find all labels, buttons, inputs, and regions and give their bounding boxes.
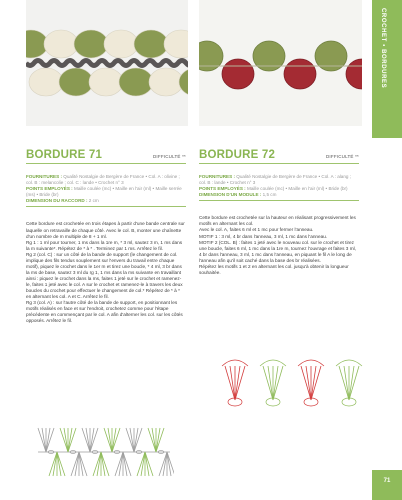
dimension-value: 1,5 cm <box>262 192 277 198</box>
bordure-71-header <box>26 147 186 164</box>
fournitures-value: Qualité Nostalgie de Bergère de France • Col. A : olivine ; col. B : melancolie ; col. C : lande • Crochet n° 3 <box>26 174 180 186</box>
fournitures-label: FOURNITURES : <box>199 174 235 179</box>
page-number: 71 <box>383 478 391 484</box>
photo-bordure-71 <box>26 0 188 126</box>
instruction-paragraph: Rg 2 (col. C) : sur un côté de la bande de support (le changement de col. implique des fils tendus souplement sur l'envers du travail entre chaque motif), piquez le crochet dans le 1er m et tirez une boucle, * 4 ml, 3 br dans la ms de base, sautez 3 ml du rg 1, 1 ms dans la ms suivante en travaillant ainsi : piquez le crochet dans la ms, faites 1 jeté sur le crochet et ramenez-le, faites 1 jeté avec le col. A sur le crochet et ramenez-le à travers les deux boucles du crochet pour effectuer le changement de col.* Répétez de * à * en alternant les col. A et C. Arrêtez le fil. <box>26 251 183 300</box>
crochet-diagram-71 <box>34 412 174 492</box>
dimension-line <box>26 198 186 204</box>
yarn-motifs <box>199 41 362 89</box>
specs-divider <box>199 200 359 201</box>
photo-bordure-72 <box>199 0 362 126</box>
bordure-72-title: BORDURE 72 <box>199 149 276 161</box>
dimension-line <box>199 192 359 198</box>
fournitures-line <box>199 174 359 186</box>
specs-divider <box>26 206 186 207</box>
yarn-band <box>26 61 188 66</box>
bordure-72-specs <box>199 174 359 201</box>
bordure-72-header <box>199 147 359 164</box>
instruction-paragraph: MOTIF 2 (COL. B) : faites 1 jeté avec le nouveau col. sur le crochet et tirez une boucle, faites 6 ml, 1 mc dans la 1re m, tournez l'ouvrage et faites 3 ml, 4 br dans l'anneau, 3 ml, 1 mc dans l'anneau, en piquant le fil A le long de l'anneau afin qu'il soit caché dans la base des br réalisées. <box>199 239 356 263</box>
bordure-72-section <box>199 147 359 276</box>
bordure-71-title: BORDURE 71 <box>26 149 103 161</box>
instruction-paragraph: Cette bordure est crochetée en trois étapes à partir d'une bande centrale sur laquelle on retravaille de chaque côté. Avec le col. B, monter une chaînette d'un nombre de m multiple de 8 + 1 ml. <box>26 221 185 239</box>
page-number-tab <box>372 470 402 500</box>
bordure-71-section <box>26 147 186 324</box>
fournitures-value: Qualité Nostalgie de Bergère de France • Col. A : alang ; col. B : lande • Crochet n° 3 <box>199 174 351 186</box>
bordure-72-instructions <box>199 215 359 275</box>
section-side-tab-label: CROCHET • BORDURES <box>380 8 386 89</box>
instruction-paragraph: Rg 3 (col. A) : sur l'autre côté de la bande de support, en positionnant les motifs réalisés en face et sur l'endroit, crochetez comme pour l'étape précédente en commençant par le col. A afin d'alterner les col. sur les côtés opposés. Arrêtez le fil. <box>26 300 183 324</box>
bordure-71-instructions <box>26 221 186 324</box>
bordure-71-difficulty: DIFFICULTÉ ** <box>152 154 186 159</box>
points-label: POINTS EMPLOYÉS : <box>199 186 246 192</box>
instruction-paragraph: MOTIF 1 : 3 ml, 4 br dans l'anneau, 3 ml, 1 mc dans l'anneau. <box>199 233 328 239</box>
dimension-label: DIMENSION D'UN MODULE : <box>199 192 262 198</box>
fournitures-label: FOURNITURES : <box>26 174 62 179</box>
instruction-paragraph: Cette bordure est crochetée sur la hauteur en réalisant progressivement les motifs en alternant les col. <box>199 215 356 227</box>
points-value: Maille coulée (mc) • Maille en l'air (ml) • Maille serrée (ms) • Bride (br) <box>26 186 182 198</box>
instruction-paragraph: Répétez les motifs 1 et 2 en alternant les col. jusqu'à obtenir la longueur souhaitée. <box>199 263 349 275</box>
crochet-diagram-72 <box>217 352 369 412</box>
bordure-72-difficulty: DIFFICULTÉ ** <box>325 154 359 159</box>
section-side-tab <box>372 0 402 138</box>
instruction-paragraph: Avec le col. A, faites 6 ml et 1 mc pour fermer l'anneau. <box>199 227 314 233</box>
dimension-label: DIMENSION DU RACCORD : <box>26 198 88 204</box>
dimension-value: 2 cm <box>88 198 99 204</box>
fournitures-line <box>26 174 186 186</box>
points-value: Maille coulée (mc) • Maille en l'air (ml) • Bride (br) <box>247 186 348 192</box>
instruction-paragraph: Rg 1 : 1 ml pour tourner, 1 ms dans la 1re m, * 3 ml, sautez 3 m, 1 ms dans la m suivante*. Répétez de * à * . Terminez par 1 ms. Arrêtez le fil. <box>26 239 183 251</box>
bordure-71-specs <box>26 174 186 207</box>
points-line <box>26 186 186 198</box>
points-label: POINTS EMPLOYÉS : <box>26 186 73 192</box>
